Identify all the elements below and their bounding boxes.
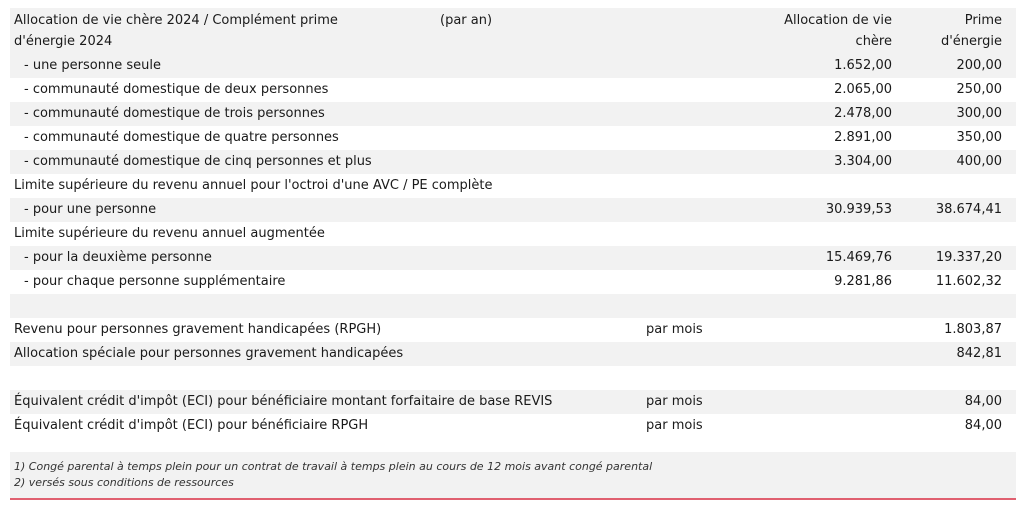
allocation-value: 2.891,00	[834, 130, 892, 145]
table-row	[10, 174, 1016, 198]
table-title: Allocation de vie chère 2024 / Complément prime d'énergie 2024	[14, 13, 338, 49]
table-row	[10, 246, 1016, 270]
prime-value: 19.337,20	[935, 250, 1002, 265]
table-row	[10, 342, 1016, 366]
table-row	[10, 414, 1016, 438]
row-label: - pour chaque personne supplémentaire	[24, 274, 286, 289]
table-row	[10, 198, 1016, 222]
allowance-table	[10, 8, 1016, 438]
table-row	[10, 318, 1016, 342]
table-row	[10, 222, 1016, 246]
prime-value: 11.602,32	[935, 274, 1002, 289]
allocation-value: 2.065,00	[834, 82, 892, 97]
table-header	[10, 8, 1016, 54]
prime-value: 200,00	[956, 58, 1002, 73]
row-label: Limite supérieure du revenu annuel pour l'octroi d'une AVC / PE complète	[14, 178, 493, 193]
prime-value: 400,00	[956, 154, 1002, 169]
row-label: - pour une personne	[24, 202, 157, 217]
row-period: par mois	[646, 418, 703, 433]
table-row	[10, 102, 1016, 126]
footnotes	[10, 452, 1016, 500]
table-row	[10, 150, 1016, 174]
allocation-value: 2.478,00	[834, 106, 892, 121]
col-header-prime: Prime d'énergie	[940, 13, 1002, 49]
col-header-allocation: Allocation de vie chère	[784, 13, 892, 49]
row-label: - communauté domestique de quatre personnes	[24, 130, 339, 145]
table-row	[10, 78, 1016, 102]
table-row	[10, 270, 1016, 294]
prime-value: 38.674,41	[935, 202, 1002, 217]
row-period: par mois	[646, 394, 703, 409]
table-body	[10, 54, 1016, 438]
row-label: - communauté domestique de cinq personnes et plus	[24, 154, 372, 169]
table-row	[10, 390, 1016, 414]
row-label: Limite supérieure du revenu annuel augmentée	[14, 226, 325, 241]
table-row	[10, 54, 1016, 78]
row-label: Équivalent crédit d'impôt (ECI) pour bénéficiaire montant forfaitaire de base REVIS	[14, 394, 553, 409]
row-label: - une personne seule	[24, 58, 161, 73]
footnote-1: 1) Congé parental à temps plein pour un contrat de travail à temps plein au cours de 12 mois avant congé parental	[14, 460, 653, 473]
period-label: (par an)	[440, 13, 493, 28]
footnote-2: 2) versés sous conditions de ressources	[14, 476, 234, 489]
prime-value: 842,81	[956, 346, 1002, 361]
allocation-value: 3.304,00	[834, 154, 892, 169]
prime-value: 84,00	[964, 394, 1002, 409]
row-label: Allocation spéciale pour personnes gravement handicapées	[14, 346, 404, 361]
row-label: Revenu pour personnes gravement handicapées (RPGH)	[14, 322, 382, 337]
allocation-value: 30.939,53	[825, 202, 892, 217]
table-row	[10, 294, 1016, 318]
row-label: - communauté domestique de trois personnes	[24, 106, 325, 121]
prime-value: 84,00	[964, 418, 1002, 433]
table-row	[10, 366, 1016, 390]
row-label: - pour la deuxième personne	[24, 250, 212, 265]
allocation-value: 9.281,86	[834, 274, 892, 289]
prime-value: 350,00	[956, 130, 1002, 145]
prime-value: 250,00	[956, 82, 1002, 97]
table-row	[10, 126, 1016, 150]
allocation-value: 1.652,00	[834, 58, 892, 73]
allocation-value: 15.469,76	[825, 250, 892, 265]
prime-value: 300,00	[956, 106, 1002, 121]
row-label: Équivalent crédit d'impôt (ECI) pour bénéficiaire RPGH	[14, 418, 369, 433]
row-period: par mois	[646, 322, 703, 337]
prime-value: 1.803,87	[944, 322, 1002, 337]
row-label: - communauté domestique de deux personnes	[24, 82, 329, 97]
